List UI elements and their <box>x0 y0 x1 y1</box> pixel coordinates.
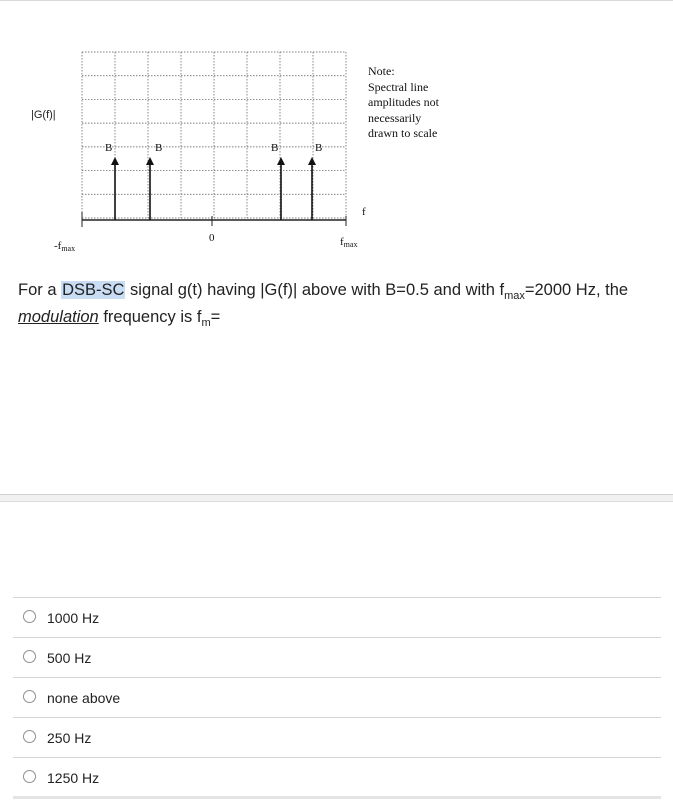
answer-label[interactable]: 1000 Hz <box>47 610 100 626</box>
fmax-label: fmax <box>340 236 358 249</box>
answer-option[interactable] <box>13 677 661 717</box>
modulation-link: modulation <box>18 308 99 326</box>
answer-label[interactable]: 500 Hz <box>47 650 92 666</box>
spectral-line <box>146 157 154 220</box>
spectrum-figure <box>0 0 673 270</box>
answer-label[interactable]: 250 Hz <box>47 730 92 746</box>
radio-button[interactable] <box>23 690 36 703</box>
spectral-line <box>277 157 285 220</box>
zero-label: 0 <box>209 232 215 244</box>
note-line: necessarily <box>368 110 422 125</box>
answer-option[interactable] <box>13 597 661 637</box>
note-line: Spectral line <box>368 79 429 94</box>
radio-button[interactable] <box>23 770 36 783</box>
answer-list <box>13 597 661 799</box>
magnitude-axis-label: |G(f)| <box>31 109 56 121</box>
line-label: B <box>105 142 113 154</box>
radio-button[interactable] <box>23 650 36 663</box>
note-line: drawn to scale <box>368 126 438 140</box>
answer-option[interactable] <box>13 757 661 799</box>
figure-note <box>368 64 478 142</box>
spectral-line <box>308 157 316 220</box>
radio-button[interactable] <box>23 610 36 623</box>
note-line: Note: <box>368 64 395 78</box>
line-label: B <box>271 142 279 154</box>
note-line: amplitudes not <box>368 95 439 109</box>
spectral-line <box>111 157 119 220</box>
answer-option[interactable] <box>13 717 661 757</box>
f-axis-label: f <box>362 206 366 218</box>
line-label: B <box>315 142 323 154</box>
figure-grid <box>82 52 346 218</box>
answer-option[interactable] <box>13 637 661 677</box>
question-text: For a DSB-SC signal g(t) having |G(f)| above with B=0.5 and with $f_{max}=2000$ Hz, the modulation frequency is $f_m=$ <box>18 281 629 329</box>
section-divider-bottom <box>0 501 673 502</box>
neg-fmax-label: -fmax <box>54 240 76 253</box>
radio-button[interactable] <box>23 730 36 743</box>
answer-label[interactable]: 1250 Hz <box>47 770 100 786</box>
answer-label[interactable]: none above <box>47 690 121 706</box>
highlighted-term: DSB-SC <box>62 281 125 299</box>
line-label: B <box>155 142 163 154</box>
